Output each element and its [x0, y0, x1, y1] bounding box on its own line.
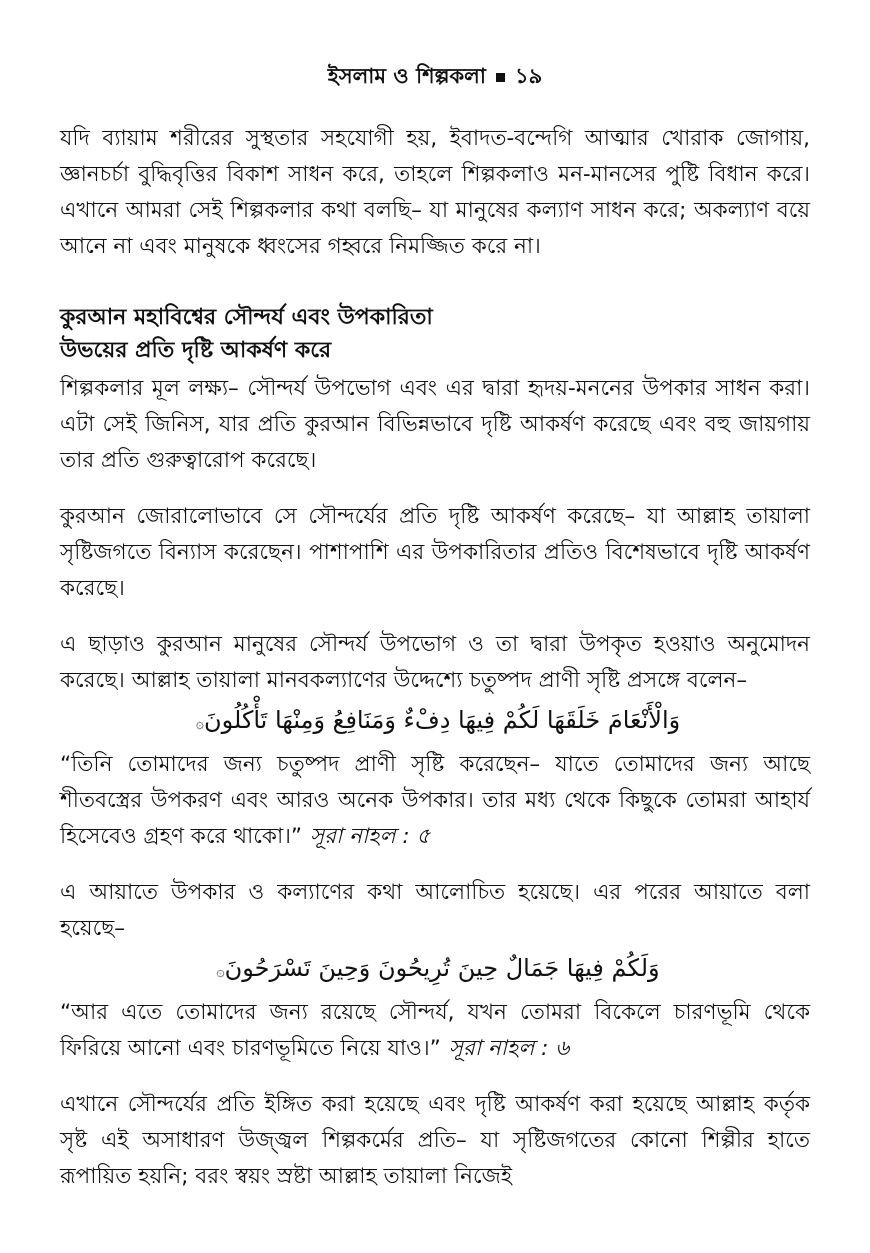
square-bullet-icon	[496, 73, 505, 82]
section-heading-line-2: উভয়ের প্রতি দৃষ্টি আকর্ষণ করে	[60, 338, 332, 363]
quote-2-text: “আর এতে তোমাদের জন্য রয়েছে সৌন্দর্য, যখন তোমরা বিকেলে চারণভূমি থেকে ফিরিয়ে আনো এবং চারণভূমিতে নিয়ে যাও।”	[60, 1000, 810, 1061]
paragraph-1: যদি ব্যায়াম শরীরের সুস্থতার সহযোগী হয়, ইবাদত-বন্দেগি আত্মার খোরাক জোগায়, জ্ঞানচর্চা বুদ্ধিবৃত্তির বিকাশ সাধন করে, তাহলে শিল্পকলাও মন-মানসের পুষ্টি বিধান করে। এখানে আমরা সেই শিল্পকলার কথা বলছি– যা মানুষের কল্যাণ সাধন করে; অকল্যাণ বয়ে আনে না এবং মানুষকে ধ্বংসের গহ্বরে নিমজ্জিত করে না।	[60, 126, 810, 259]
running-header	[60, 60, 810, 95]
paragraph-6: এখানে সৌন্দর্যের প্রতি ইঙ্গিত করা হয়েছে এবং দৃষ্টি আকর্ষণ করা হয়েছে আল্লাহ কর্তৃক সৃষ্ট এই অসাধারণ উজ্জ্বল শিল্পকর্মের প্রতি– যা সৃষ্টিজগতের কোনো শিল্পীর হাতে রূপায়িত হয়নি; বরং স্বয়ং স্রষ্টা আল্লাহ তায়ালা নিজেই	[60, 1092, 810, 1189]
arabic-verse-2-text: وَلَكُمْ فِيهَا جَمَالٌ حِينَ تُرِيحُونَ وَحِينَ تَسْرَحُونَ	[224, 954, 660, 982]
arabic-verse-1	[60, 701, 810, 743]
paragraph-2: শিল্পকলার মূল লক্ষ্য– সৌন্দর্য উপভোগ এবং এর দ্বারা হৃদয়-মননের উপকার সাধন করা। এটা সেই জিনিস, যার প্রতি কুরআন বিভিন্নভাবে দৃষ্টি আকর্ষণ করেছে এবং বহু জায়গায় তার প্রতি গুরুত্বারোপ করেছে।	[60, 376, 810, 473]
paragraph-3: কুরআন জোরালোভাবে সে সৌন্দর্যের প্রতি দৃষ্টি আকর্ষণ করেছে– যা আল্লাহ তায়ালা সৃষ্টিজগতে বিন্যাস করেছেন। পাশাপাশি এর উপকারিতার প্রতিও বিশেষভাবে দৃষ্টি আকর্ষণ করেছে।	[60, 504, 810, 601]
arabic-verse-2	[60, 949, 810, 991]
quote-2-citation: সূরা নাহল : ৬	[448, 1036, 570, 1061]
quote-1-citation: সূরা নাহল : ৫	[310, 824, 431, 849]
book-title: ইসলাম ও শিল্পকলা	[327, 64, 486, 88]
translation-quote-1	[60, 747, 810, 855]
verse-end-ornament-icon: ۞	[216, 964, 225, 980]
quote-1-text: “তিনি তোমাদের জন্য চতুষ্পদ প্রাণী সৃষ্টি করেছেন– যাতে তোমাদের জন্য আছে শীতবস্ত্রের উপকরণ এবং আরও অনেক উপকার। তার মধ্য থেকে কিছুকে তোমরা আহার্য হিসেবেও গ্রহণ করে থাকো।”	[60, 752, 810, 849]
page-number: ১৯	[514, 64, 543, 88]
verse-end-ornament-icon: ۞	[195, 716, 204, 732]
paragraph-4: এ ছাড়াও কুরআন মানুষের সৌন্দর্য উপভোগ ও তা দ্বারা উপকৃত হওয়াও অনুমোদন করেছে। আল্লাহ তায়ালা মানবকল্যাণের উদ্দেশ্যে চতুষ্পদ প্রাণী সৃষ্টি প্রসঙ্গে বলেন–	[60, 632, 810, 693]
translation-quote-2	[60, 995, 810, 1067]
arabic-verse-1-text: وَالْأَنْعَامَ خَلَقَهَا لَكُمْ فِيهَا دِفْءٌ وَمَنَافِعُ وَمِنْهَا تَأْكُلُونَ	[203, 706, 681, 734]
section-heading-line-1: কুরআন মহাবিশ্বের সৌন্দর্য এবং উপকারিতা	[60, 305, 433, 330]
paragraph-5: এ আয়াতে উপকার ও কল্যাণের কথা আলোচিত হয়েছে। এর পরের আয়াতে বলা হয়েছে–	[60, 880, 810, 941]
